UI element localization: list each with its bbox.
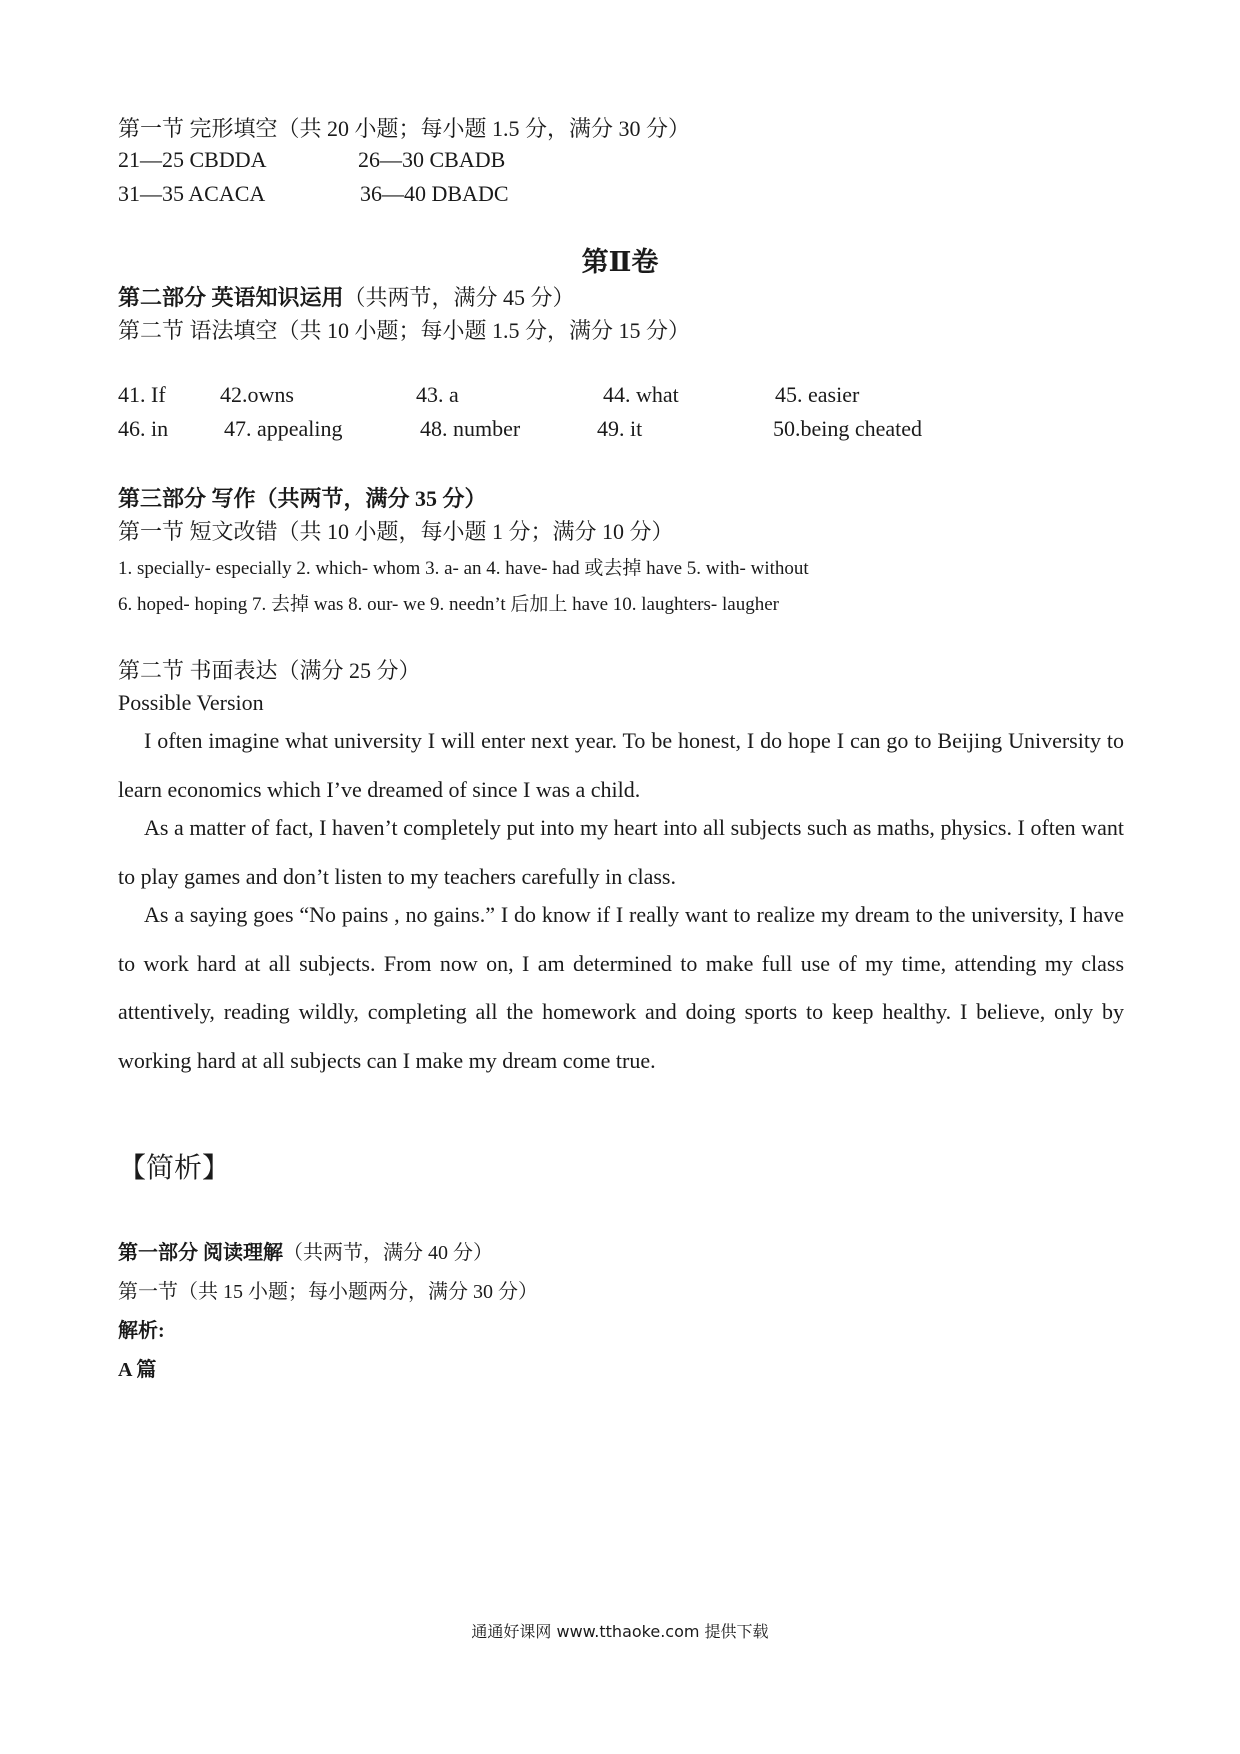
part2-heading: [118, 281, 575, 312]
cloze-heading: 第一节 完形填空（共 20 小题；每小题 1.5 分，满分 30 分）: [118, 116, 691, 141]
cloze-answer-26-30: 26—30 CBADB: [358, 147, 506, 172]
grammar-answer-46: 46. in: [118, 416, 169, 441]
grammar-answer-43: 43. a: [416, 382, 459, 407]
analysis-a-pian: A 篇: [118, 1359, 157, 1381]
volume-title: 第Ⅱ卷: [581, 247, 659, 277]
analysis-part1-rest: （共两节，满分 40 分）: [283, 1242, 493, 1264]
part2-heading-rest: （共两节，满分 45 分）: [343, 285, 575, 310]
writing-heading: 第二节 书面表达（满分 25 分）: [118, 658, 421, 683]
part2-heading-bold: 第二部分 英语知识运用: [118, 285, 344, 310]
corrections-line-1: 1. specially- especially 2. which- whom 3. a- an 4. have- had 或去掉 have 5. with- without: [118, 558, 809, 579]
part3-heading: 第三部分 写作（共两节，满分 35 分）: [118, 486, 487, 511]
grammar-answer-44: 44. what: [603, 382, 679, 407]
grammar-answer-42: 42.owns: [220, 382, 294, 407]
cloze-answer-36-40: 36—40 DBADC: [360, 181, 509, 206]
cloze-answer-31-35: 31—35 ACACA: [118, 181, 266, 206]
analysis-part1-bold: 第一部分 阅读理解: [118, 1242, 283, 1264]
version-label: Possible Version: [118, 690, 264, 715]
correction-heading: 第一节 短文改错（共 10 小题，每小题 1 分；满分 10 分）: [118, 519, 674, 544]
corrections-line-2: 6. hoped- hoping 7. 去掉 was 8. our- we 9. needn’t 后加上 have 10. laughters- laugher: [118, 594, 779, 615]
grammar-answer-50: 50.being cheated: [773, 416, 923, 441]
grammar-answer-41: 41. If: [118, 382, 166, 407]
cloze-answer-21-25: 21—25 CBDDA: [118, 147, 267, 172]
footer: 通通好课网 www.tthaoke.com 提供下载: [471, 1622, 769, 1641]
analysis-part1-heading: [118, 1236, 493, 1265]
essay-paragraph-2: As a matter of fact, I haven’t completely put into my heart into all subjects such as maths, physics. I often want to play games and don’t listen to my teachers carefully in class.: [118, 815, 1124, 889]
grammar-answer-49: 49. it: [597, 416, 643, 441]
grammar-answer-47: 47. appealing: [224, 416, 343, 441]
essay-paragraph-1: I often imagine what university I will enter next year. To be honest, I do hope I can go to Beijing University to learn economics which I’ve dreamed of since I was a child.: [118, 728, 1124, 802]
essay-paragraph-3: As a saying goes “No pains , no gains.” I do know if I really want to realize my dream to the university, I have to work hard at all subjects. From now on, I am determined to make full use of my time, attending my class attentively, reading wildly, completing all the homework and doing sports to keep healthy. I believe, only by working hard at all subjects can I make my dream come true.: [118, 902, 1124, 1073]
analysis-title: 【简析】: [118, 1153, 231, 1184]
grammar-answer-48: 48. number: [420, 416, 521, 441]
grammar-heading: 第二节 语法填空（共 10 小题；每小题 1.5 分，满分 15 分）: [118, 318, 691, 343]
analysis-section1: 第一节（共 15 小题；每小题两分，满分 30 分）: [118, 1281, 538, 1303]
grammar-answer-45: 45. easier: [775, 382, 860, 407]
analysis-jiexi: 解析:: [118, 1320, 165, 1342]
